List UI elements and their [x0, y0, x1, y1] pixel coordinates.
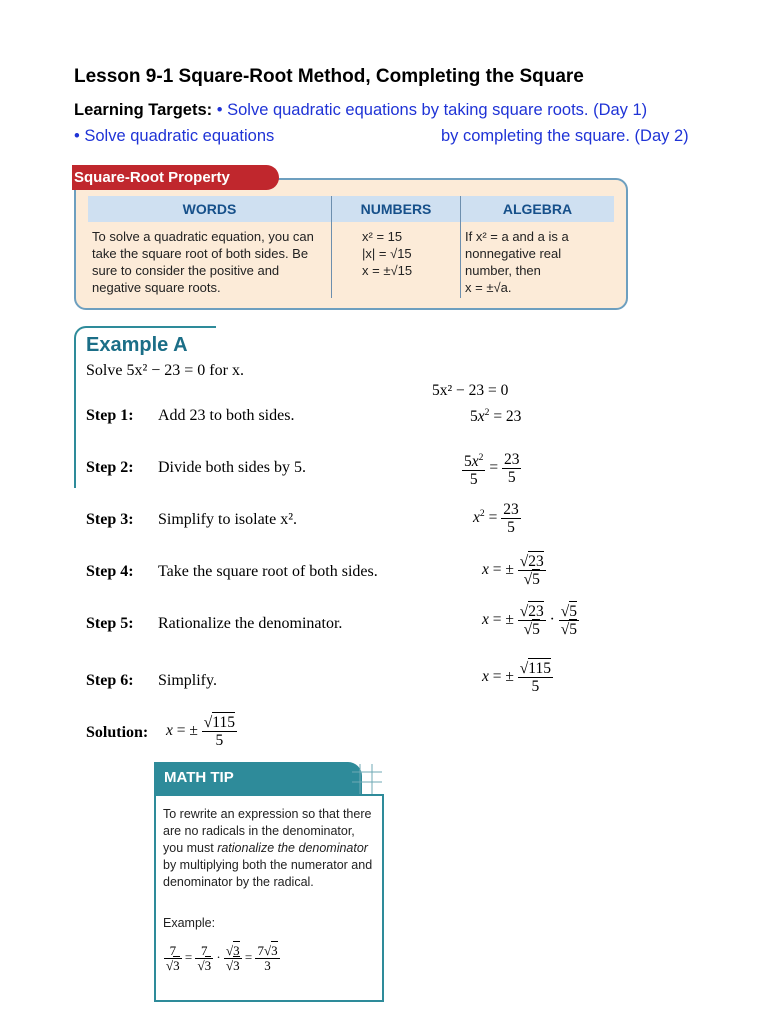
step-3-text: Simplify to isolate x².	[158, 511, 298, 528]
step-2-equation: $\frac{5x^2}{5}$ = $\frac{23}{5}$	[462, 449, 521, 488]
tip-example-label: Example:	[163, 916, 216, 930]
example-title: Example A	[86, 334, 188, 356]
step-1-label: Step 1:	[86, 407, 134, 424]
tip-text-after: by multiplying both the numerator and denominator by the radical.	[163, 858, 373, 889]
algebra-line-3: number, then	[465, 263, 541, 278]
solution-equation: x = ± $\frac{√115}{5}$	[166, 714, 235, 749]
learning-target-1	[74, 101, 647, 120]
grid-decoration-icon	[352, 764, 382, 794]
numbers-line-1: x² = 15	[362, 229, 403, 244]
step-4-label: Step 4:	[86, 563, 134, 580]
math-tip-text	[163, 806, 377, 891]
target-day1: • Solve quadratic equations by taking square roots. (Day 1)	[216, 101, 648, 119]
target-day2-part1: • Solve quadratic equations	[74, 127, 275, 145]
tip-text-italic: rationalize the denominator	[217, 841, 368, 855]
step-3-label: Step 3:	[86, 511, 134, 528]
tip-example-equation: $\frac{7}{√3}$ = $\frac{7}{√3}$ · $\frac{√3}{√3}$ = $\frac{7√3}{3}$	[166, 943, 278, 973]
step-6-text: Simplify.	[158, 672, 217, 689]
numbers-line-2: |x| = √15	[362, 246, 412, 261]
algebra-line-2: nonnegative real	[465, 246, 562, 261]
step-2-label: Step 2:	[86, 459, 134, 476]
step-3-equation: $x^2$ = $\frac{23}{5}$	[473, 501, 519, 536]
tip-text-before: To rewrite an expression so that there are no radicals in the denominator, you must	[163, 807, 372, 855]
col-algebra: ALGEBRA	[461, 196, 615, 222]
words-cell: To solve a quadratic equation, you can take the square root of both sides. Be sure to consider the positive and negative square roots.	[88, 222, 332, 298]
numbers-line-3: x = ±√15	[362, 263, 413, 278]
step-6-equation: x = ± $\frac{√115}{5}$	[482, 660, 551, 695]
col-numbers: NUMBERS	[332, 196, 461, 222]
step-6-label: Step 6:	[86, 672, 134, 689]
col-words: WORDS	[88, 196, 332, 222]
start-equation: 5x² − 23 = 0	[432, 382, 509, 399]
algebra-cell	[461, 222, 615, 298]
property-table	[88, 196, 614, 298]
step-5-text: Rationalize the denominator.	[158, 615, 343, 632]
property-tab: Square-Root Property	[72, 165, 279, 190]
step-4-equation: x = ± $\frac{√23}{√5}$	[482, 553, 544, 588]
step-1-equation: $5x^2 = 23$	[470, 407, 522, 426]
step-1-text: Add 23 to both sides.	[158, 407, 295, 424]
target-day2-part2: by completing the square. (Day 2)	[441, 127, 689, 145]
step-4-text: Take the square root of both sides.	[158, 563, 378, 580]
solution-label: Solution:	[86, 724, 149, 741]
example-prompt: Solve 5x² − 23 = 0 for x.	[86, 362, 244, 379]
algebra-line-1: If x² = a and a is a	[465, 229, 569, 244]
step-5-equation: x = ± $\frac{√23}{√5}$ · $\frac{√5}{√5}$	[482, 603, 577, 638]
step-5-label: Step 5:	[86, 615, 134, 632]
step-2-text: Divide both sides by 5.	[158, 459, 306, 476]
targets-label: Learning Targets:	[74, 101, 213, 119]
math-tip-tab: MATH TIP	[154, 762, 362, 794]
numbers-cell	[332, 222, 461, 298]
page-title: Lesson 9-1 Square-Root Method, Completing the Square	[74, 66, 584, 87]
algebra-line-4: x = ±√a.	[465, 280, 512, 295]
